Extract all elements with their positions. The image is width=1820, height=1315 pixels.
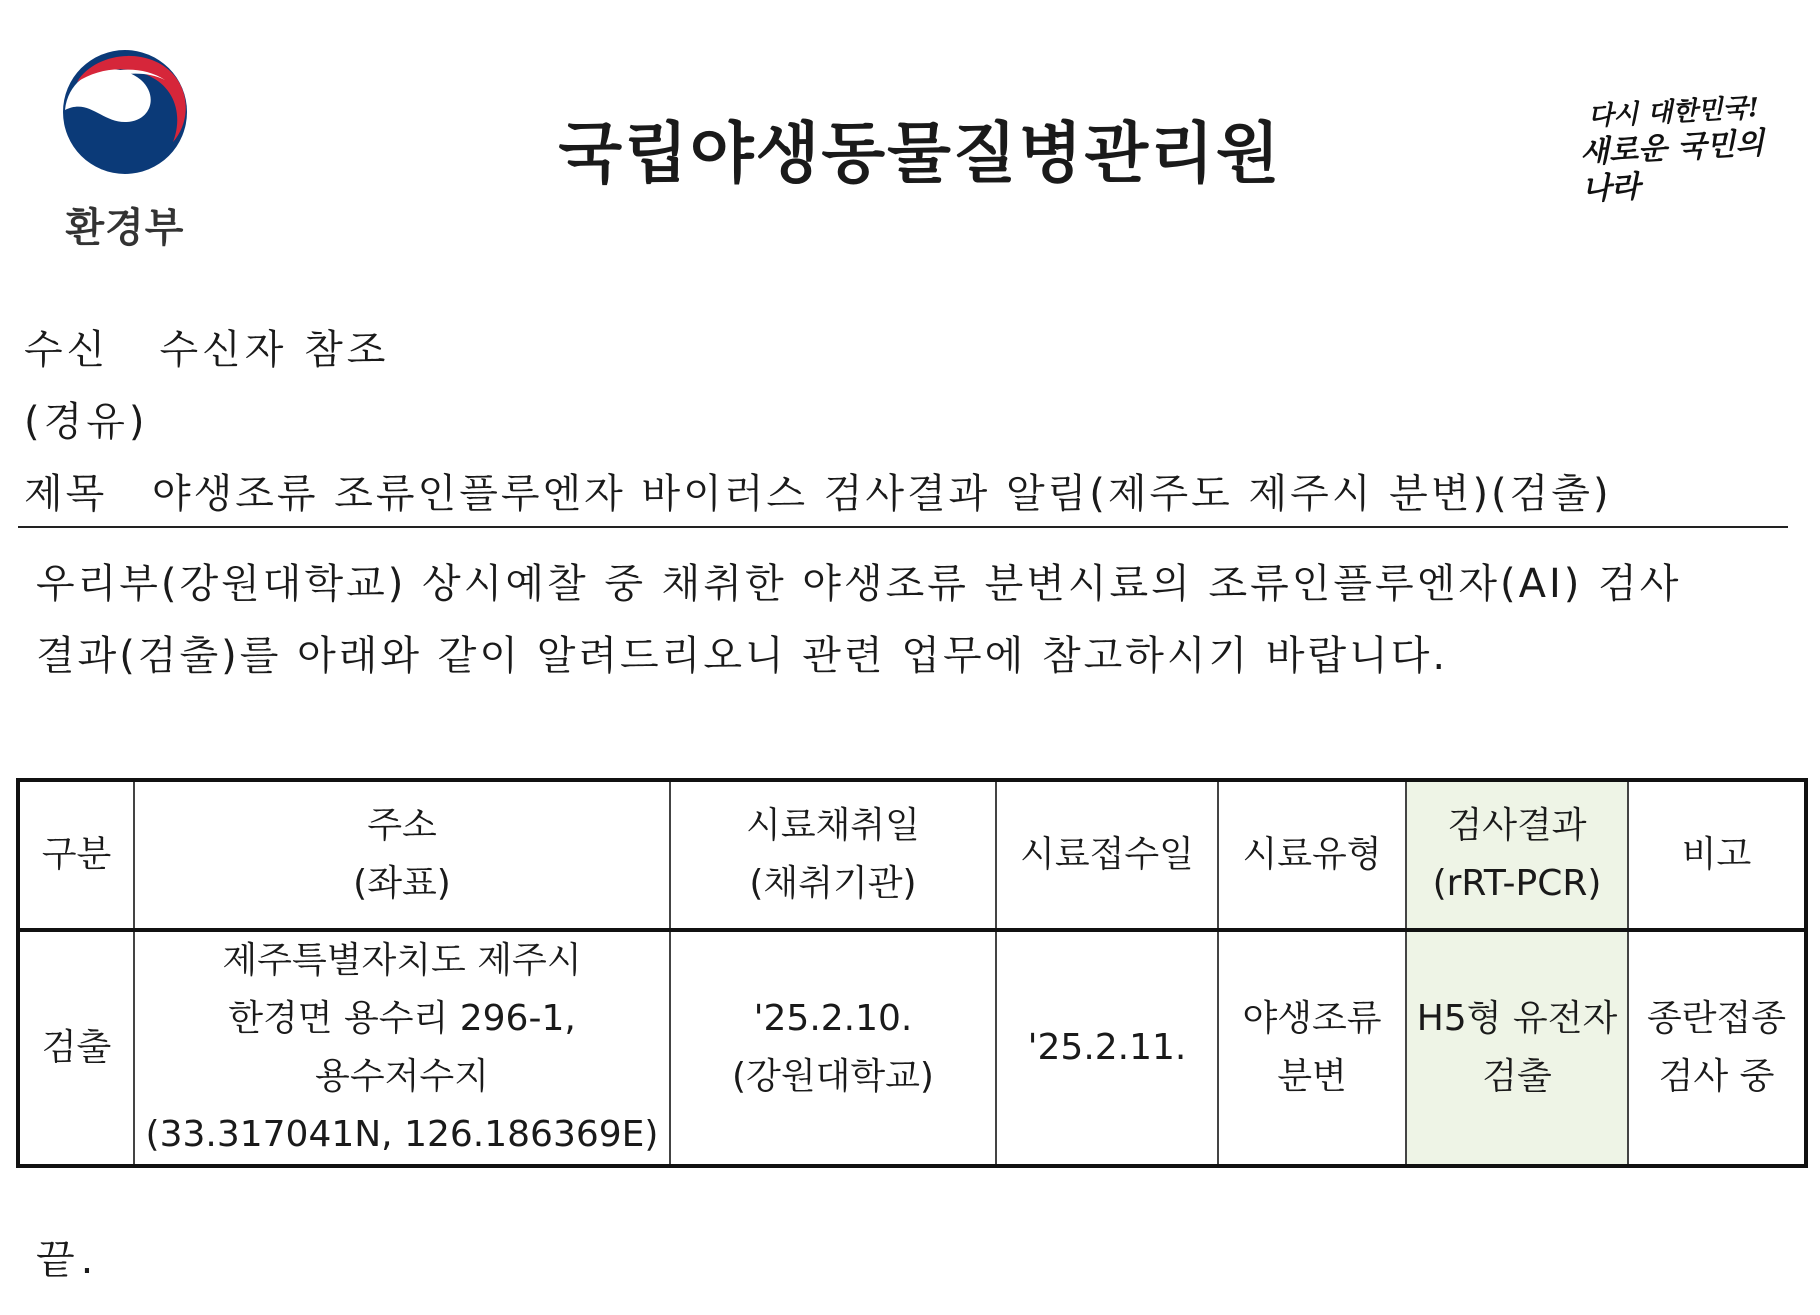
- cell-remarks: 종란접종 검사 중: [1628, 930, 1806, 1166]
- header-category: 구분: [18, 780, 134, 930]
- header-test-result: 검사결과 (rRT-PCR): [1406, 780, 1628, 930]
- header-received-date: 시료접수일: [996, 780, 1218, 930]
- subject-label: 제목: [24, 471, 108, 517]
- body-paragraph: [36, 548, 1806, 692]
- slogan: [1577, 91, 1792, 209]
- slogan-line-2: 새로운 국민의 나라: [1579, 125, 1765, 208]
- result-table: [16, 778, 1808, 1168]
- subject-value: 야생조류 조류인플루엔자 바이러스 검사결과 알림(제주도 제주시 분변)(검출): [152, 471, 1612, 517]
- cell-sample-type: 야생조류 분변: [1218, 930, 1406, 1166]
- subject-divider: [18, 526, 1788, 528]
- taegeuk-emblem-icon: [55, 40, 195, 180]
- table-header-row: [18, 780, 1806, 930]
- body-line-1: 우리부(강원대학교) 상시예찰 중 채취한 야생조류 분변시료의 조류인플루엔자(AI) 검사: [36, 561, 1682, 607]
- recipient-line: [24, 318, 389, 375]
- header-remarks: 비고: [1628, 780, 1806, 930]
- recipient-label: 수신: [24, 327, 110, 373]
- header-address: 주소 (좌표): [134, 780, 670, 930]
- body-line-2: 결과(검출)를 아래와 같이 알려드리오니 관련 업무에 참고하시기 바랍니다.: [36, 633, 1449, 679]
- slogan-line-1: 다시 대한민국!: [1587, 93, 1760, 133]
- via-line: (경유): [24, 399, 149, 445]
- table-row: [18, 930, 1806, 1166]
- recipient-value: 수신자 참조: [159, 327, 390, 373]
- government-logo: [55, 40, 195, 180]
- cell-collection: '25.2.10. (강원대학교): [670, 930, 996, 1166]
- cell-address: 제주특별자치도 제주시 한경면 용수리 296-1, 용수저수지 (33.317041N, 126.186369E): [134, 930, 670, 1166]
- header-collection-date: 시료채취일 (채취기관): [670, 780, 996, 930]
- header-sample-type: 시료유형: [1218, 780, 1406, 930]
- cell-received-date: '25.2.11.: [996, 930, 1218, 1166]
- agency-title: 국립야생동물질병관리원: [558, 115, 1282, 192]
- subject-line: [24, 462, 1612, 519]
- cell-test-result: H5형 유전자 검출: [1406, 930, 1628, 1166]
- end-mark: 끝.: [36, 1237, 100, 1283]
- ministry-name: 환경부: [65, 205, 185, 251]
- cell-category: 검출: [18, 930, 134, 1166]
